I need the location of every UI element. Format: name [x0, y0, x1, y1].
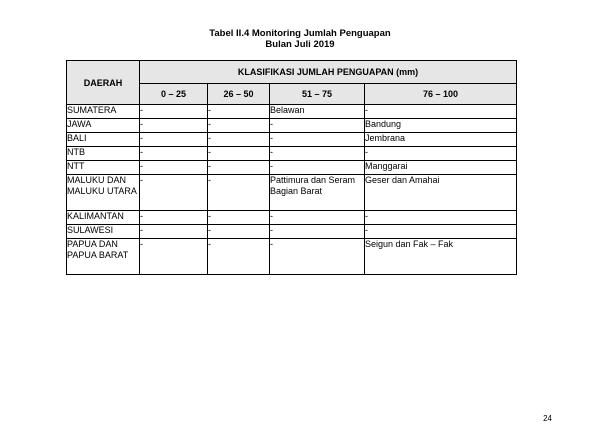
value-cell: - — [208, 225, 270, 239]
region-cell: SUMATERA — [67, 105, 140, 119]
value-cell: - — [140, 133, 208, 147]
table-row — [67, 175, 517, 211]
value-cell: - — [270, 119, 365, 133]
value-cell: - — [208, 239, 270, 275]
table-row — [67, 225, 517, 239]
value-cell: - — [270, 133, 365, 147]
region-cell: NTB — [67, 147, 140, 161]
page-number: 24 — [543, 414, 552, 423]
region-cell: BALI — [67, 133, 140, 147]
table-row — [67, 119, 517, 133]
region-cell: SULAWESI — [67, 225, 140, 239]
value-cell: - — [270, 239, 365, 275]
value-cell: - — [208, 105, 270, 119]
region-cell: NTT — [67, 161, 140, 175]
table-title: Tabel II.4 Monitoring Jumlah Penguapan — [209, 28, 391, 39]
header-range-2: 26 – 50 — [208, 84, 270, 105]
value-cell: - — [140, 239, 208, 275]
value-cell: - — [365, 225, 517, 239]
value-cell: - — [208, 133, 270, 147]
header-range-1: 0 – 25 — [140, 84, 208, 105]
value-cell: - — [208, 161, 270, 175]
value-cell: Seigun dan Fak – Fak — [365, 239, 517, 275]
value-cell: - — [208, 147, 270, 161]
value-cell: - — [270, 211, 365, 225]
value-cell: - — [365, 147, 517, 161]
value-cell: - — [140, 175, 208, 211]
region-cell: MALUKU DAN MALUKU UTARA — [67, 175, 140, 211]
value-cell: - — [140, 147, 208, 161]
value-cell: - — [208, 175, 270, 211]
value-cell: - — [270, 147, 365, 161]
value-cell: - — [208, 119, 270, 133]
table-row — [67, 105, 517, 119]
value-cell: - — [140, 161, 208, 175]
region-cell: JAWA — [67, 119, 140, 133]
value-cell: Manggarai — [365, 161, 517, 175]
value-cell: - — [140, 211, 208, 225]
value-cell: Bandung — [365, 119, 517, 133]
value-cell: - — [208, 211, 270, 225]
region-cell: PAPUA DAN PAPUA BARAT — [67, 239, 140, 275]
value-cell: - — [270, 161, 365, 175]
value-cell: - — [270, 225, 365, 239]
table-row — [67, 133, 517, 147]
header-range-4: 76 – 100 — [365, 84, 517, 105]
value-cell: - — [140, 225, 208, 239]
value-cell: Jembrana — [365, 133, 517, 147]
table-row — [67, 239, 517, 275]
value-cell: Pattimura dan Seram Bagian Barat — [270, 175, 365, 211]
value-cell: Geser dan Amahai — [365, 175, 517, 211]
table-row — [67, 161, 517, 175]
value-cell: - — [140, 119, 208, 133]
value-cell: - — [365, 105, 517, 119]
value-cell: - — [140, 105, 208, 119]
value-cell: Belawan — [270, 105, 365, 119]
table-subtitle: Bulan Juli 2019 — [265, 39, 335, 50]
table-row — [67, 211, 517, 225]
evaporation-table — [66, 60, 517, 275]
header-daerah: DAERAH — [67, 61, 140, 105]
table-row — [67, 147, 517, 161]
region-cell: KALIMANTAN — [67, 211, 140, 225]
value-cell: - — [365, 211, 517, 225]
header-klasifikasi: KLASIFIKASI JUMLAH PENGUAPAN (mm) — [140, 61, 517, 84]
header-range-3: 51 – 75 — [270, 84, 365, 105]
